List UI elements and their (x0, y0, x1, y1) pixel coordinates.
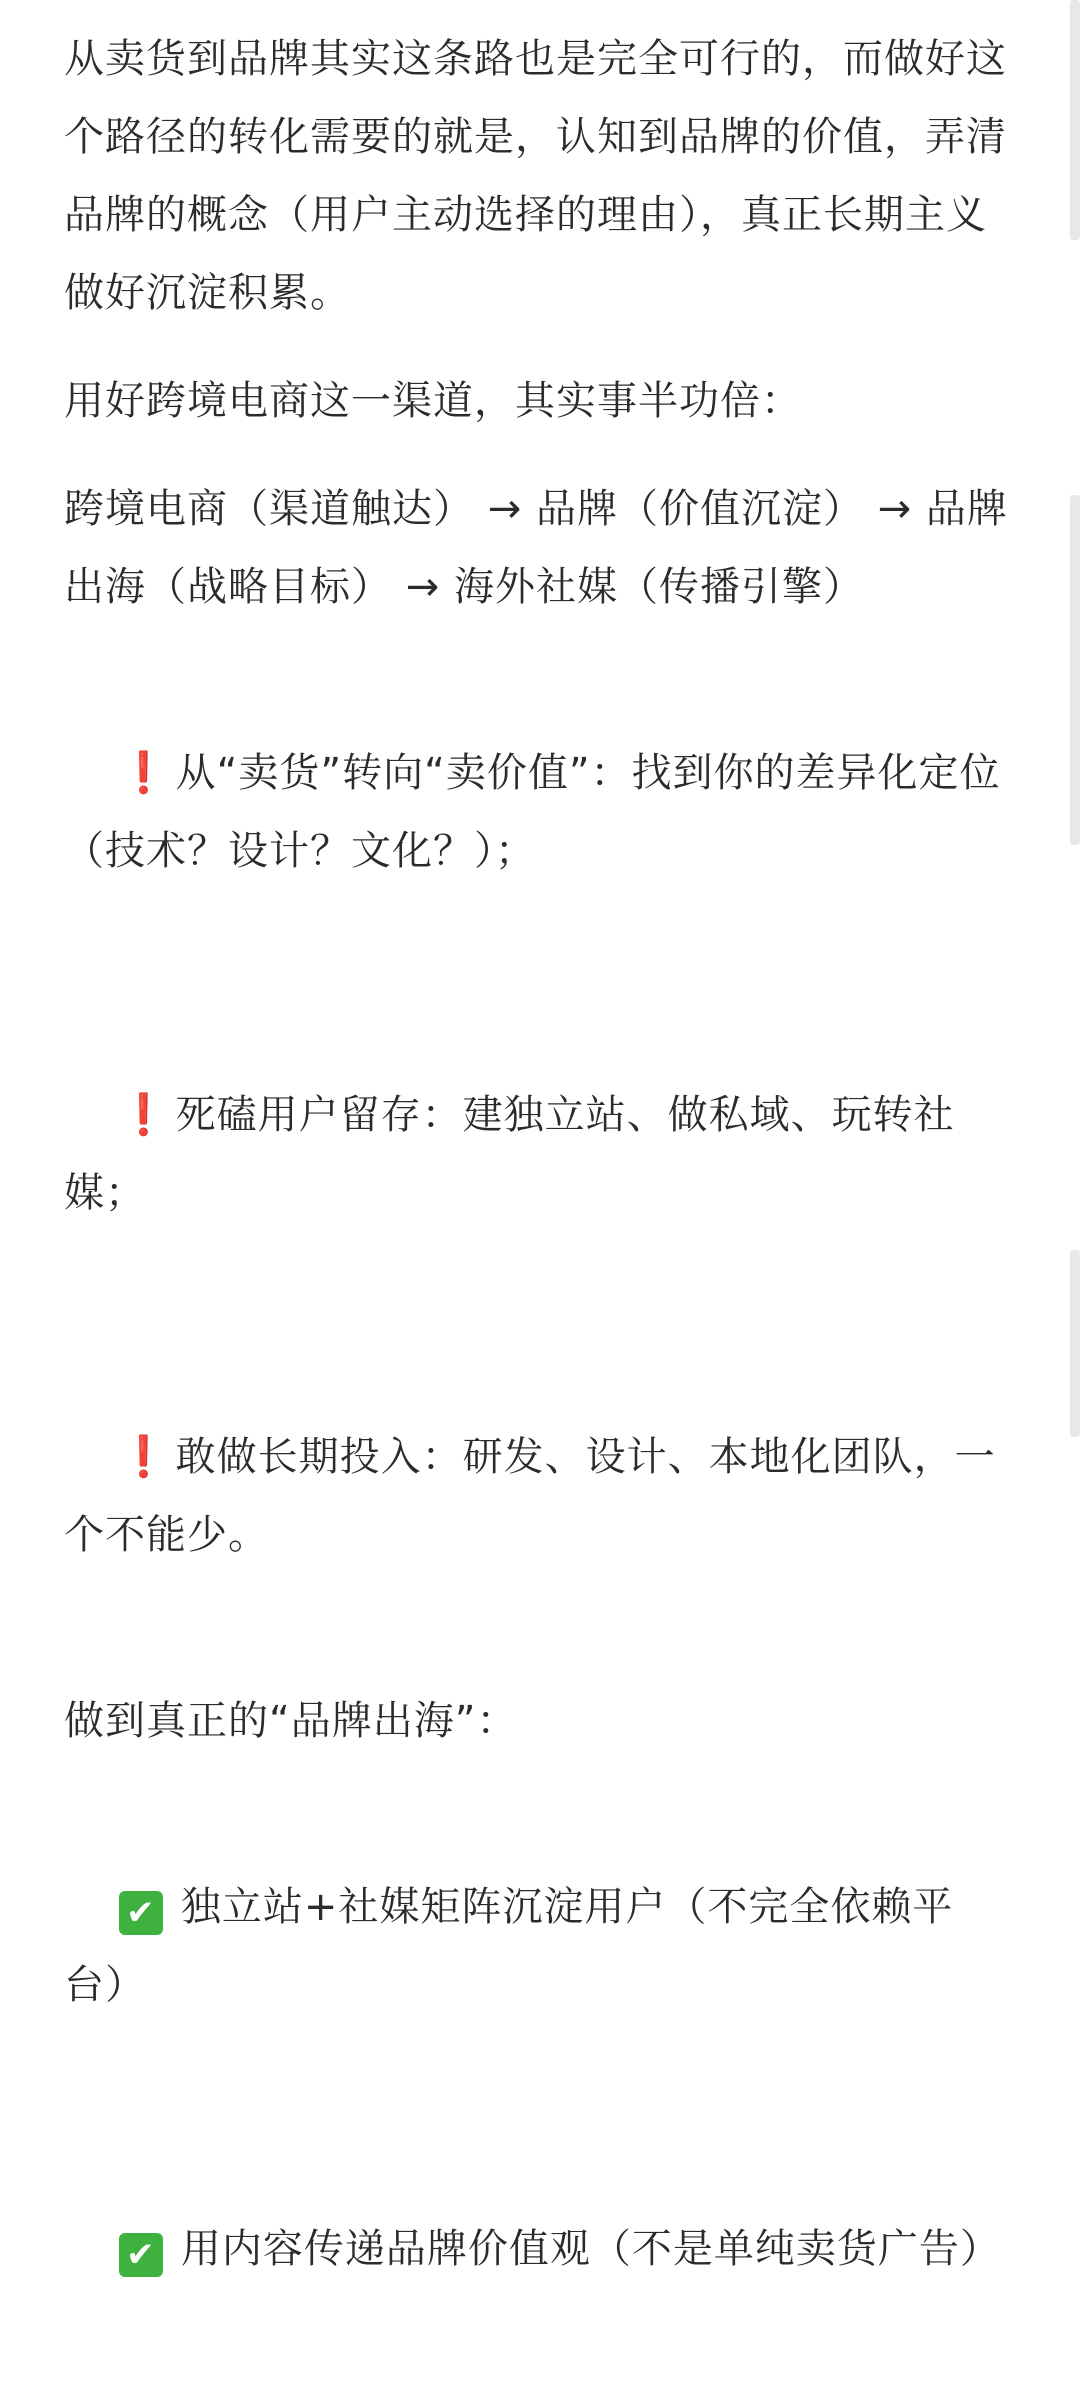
check-item (64, 1790, 1014, 2102)
check-mark-icon: ✔ (119, 2233, 163, 2277)
bullet-text: 从“卖货”转向“卖价值”：找到你的差异化定位（技术？设计？文化？）； (64, 750, 1001, 874)
bullet-item (64, 656, 1014, 968)
exclamation-icon: ❗ (118, 1434, 170, 1480)
scrollbar-segment[interactable] (1070, 1250, 1080, 1437)
scrollbar[interactable] (1068, 0, 1080, 1437)
bullet-text: 死磕用户留存：建独立站、做私域、玩转社媒； (64, 1092, 955, 1216)
paragraph-channel: 用好跨境电商这一渠道，其实事半功倍： (64, 378, 802, 424)
bullet-item (64, 1340, 1014, 1652)
check-text: 用内容传递品牌价值观（不是单纯卖货广告） (180, 2226, 1001, 2272)
article-body (64, 20, 1014, 2396)
check-item (64, 2132, 1014, 2366)
check-text: 独立站+社媒矩阵沉淀用户（不完全依赖平台） (64, 1884, 954, 2008)
check-mark-icon: ✔ (119, 1891, 163, 1935)
scrollbar-segment[interactable] (1070, 495, 1080, 845)
scrollbar-segment[interactable] (1070, 0, 1080, 240)
bullet-text: 敢做长期投入：研发、设计、本地化团队，一个不能少。 (64, 1434, 996, 1558)
paragraph-brand-heading: 做到真正的“品牌出海”： (64, 1698, 518, 1744)
paragraph-intro: 从卖货到品牌其实这条路也是完全可行的，而做好这个路径的转化需要的就是，认知到品牌的价值，弄清品牌的概念（用户主动选择的理由），真正长期主义做好沉淀积累。 (64, 36, 1007, 316)
bullet-item (64, 998, 1014, 1310)
exclamation-icon: ❗ (118, 750, 170, 796)
paragraph-flow: 跨境电商（渠道触达） → 品牌（价值沉淀） → 品牌出海（战略目标） → 海外社媒（传播引擎） (64, 486, 1008, 610)
exclamation-icon: ❗ (118, 1092, 170, 1138)
